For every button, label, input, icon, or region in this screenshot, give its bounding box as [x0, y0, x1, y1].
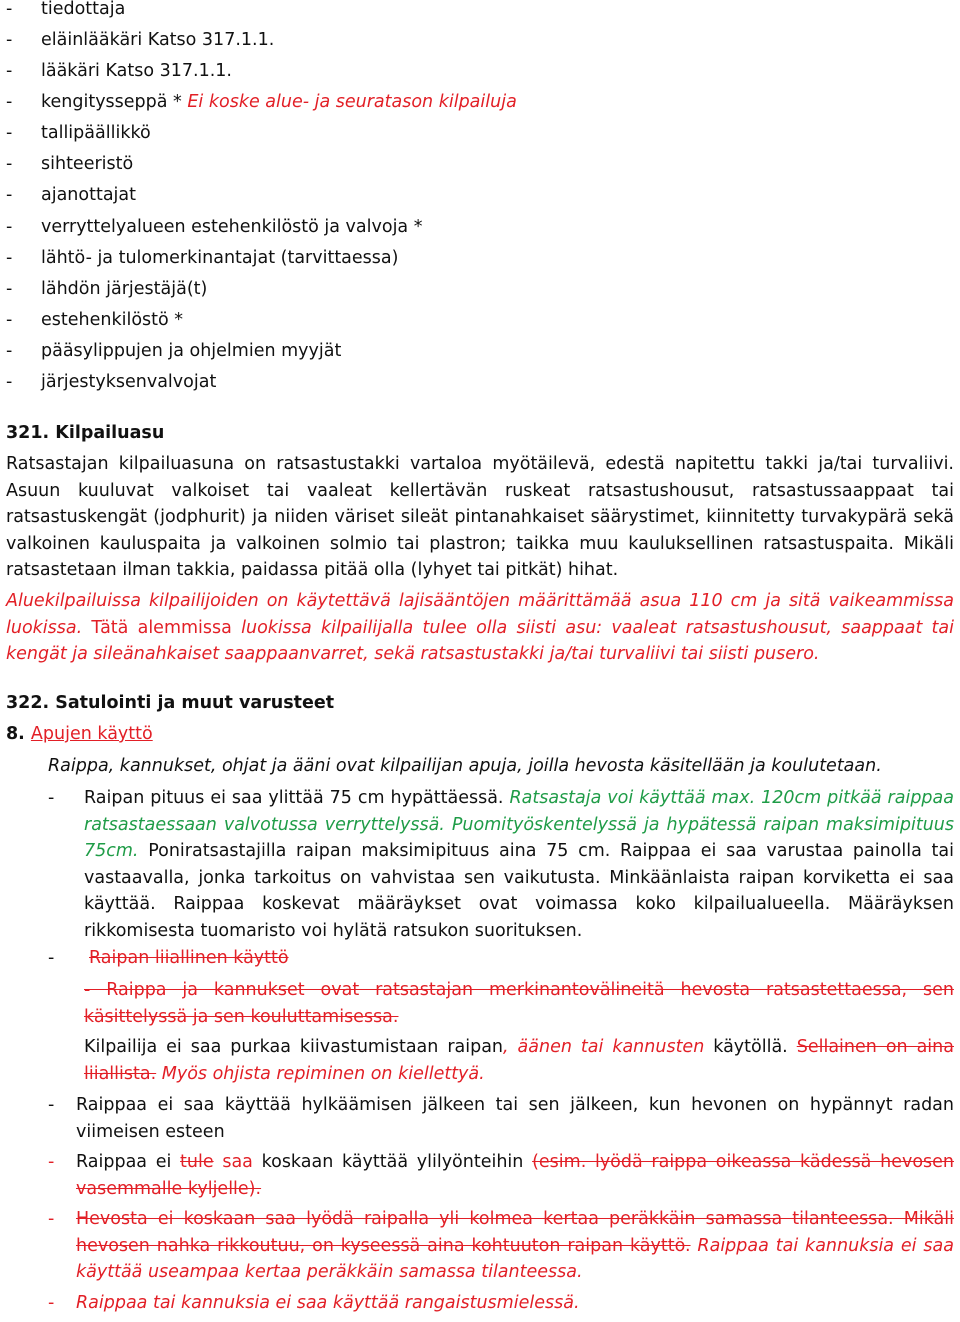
list-dash: -: [48, 1209, 55, 1229]
rule-excessive-use-note: - Raippa ja kannukset ovat ratsastajan merkinantovälineitä hevosta ratsastettaessa, sen käsittelyssä ja sen kouluttamisessa.: [84, 980, 954, 1027]
document-page: - tiedottaja - eläinlääkäri Katso 317.1.1. - lääkäri Katso 317.1.1. - kengitysseppä * Ei koske alue- ja seuratason kilpailuja - tallipäällikkö - sihteeristö - ajanottajat - verryttelyalueen estehenkilöstö ja valvoja * - lähtö- ja tulomerkinantajat (tarvittaessa) - lähdön järjestäjä(t) - estehenkilöstö * - pääsylippujen ja ohjelmien myyjät - järjestyksenvalvojat 321. Kilpailuasu Ratsastajan kilpailuasuna on ratsastustakki vartaloa myötäilevä, edestä napitettu takki ja/tai turvaliivi. Asuun kuuluvat valkoiset tai vaaleat kellertävän ruskeat ratsastushousut, ratsastussaappaat tai ratsastuskengät (jodphurit) ja niiden väriset sileät pintanahkaiset säärystimet, kiinnitetty turvakypärä sekä valkoinen kauluspaita ja valkoinen solmio tai plastron; taikka muu kauluksellinen ratsastuspaita. Mikäli ratsastetaan ilman takkia, paidassa pitää olla (lyhyet tai pitkät) hihat. Aluekilpailuissa kilpailijoiden on käytettävä lajisääntöjen määrittämää asua 110 cm ja sitä vaikeammissa luokissa. Tätä alemmissa luokissa kilpailijalla tulee olla siisti asu: vaaleat ratsastushousut, saappaat tai kengät ja sileänahkaiset saappaanvarret, sekä ratsastustakki ja/tai turvaliivi tai siisti pusero. 322. Satulointi ja muut varusteet 8. Apujen käyttö Raippa, kannukset, ohjat ja ääni ovat kilpailijan apuja, joilla hevosta käsitellään ja koulutetaan. - Raipan pituus ei saa ylittää 75 cm hypättäessä. Ratsastaja voi käyttää max. 120cm pitkää raippaa ratsastaessaan valvotussa verryttelyssä. Puomityöskentelyssä ja hypätessä raipan maksimipituus 75cm. Poniratsastajilla raipan maksimipituus aina 75 cm. Raippaa ei saa varustaa painolla tai vastaavalla, jonka tarkoitus on vahvistaa sen vaikutusta. Minkäänlaista raipan korviketta ei saa käyttää. Raippaa koskevat määräykset ovat voimassa koko kilpailualueella. Määräyksen rikkomisesta tuomaristo voi hylätä ratsukon suorituksen. - Raipan liiallinen käyttö - Raippa ja kannukset ovat ratsastajan merkinantovälineitä hevosta ratsastettaessa, sen käsittelyssä ja sen kouluttamisessa. Kilpailija ei saa purkaa kiivastumistaan raipan, äänen tai kannusten käytöllä. Sellainen on aina liiallista. Myös ohjista repiminen on kiellettyä. - Raippaa ei saa käyttää hylkäämisen jälkeen tai sen jälkeen, kun hevonen on hypännyt radan viimeisen esteen - Raippaa ei tule saa koskaan käyttää ylilyönteihin (esim. lyödä raippa oikeassa kädessä hevosen vasemmalle kyljelle). - Hevosta ei koskaan saa lyödä raipalla yli kolmea kertaa peräkkäin samassa tilanteessa. Mikäli hevosen nahka rikkoutuu, on kyseessä aina kohtuuton raipan käyttö. Raippaa tai kannuksia ei saa käyttää useampaa kertaa peräkkäin samassa tilanteessa. - Raippaa tai kannuksia ei saa käyttää rangaistusmielessä.: [0, 0, 960, 1322]
section-321-regional-note: Aluekilpailuissa kilpailijoiden on käytettävä lajisääntöjen määrittämää asua 110 cm ja sitä vaikeammissa luokissa. Tätä alemmissa luokissa kilpailijalla tulee olla siisti asu: vaaleat ratsastushousut, saappaat tai kengät ja sileänahkaiset saappaanvarret, sekä ratsastustakki ja/tai turvaliivi tai siisti pusero.: [6, 591, 954, 664]
subsection-heading: 8. Apujen käyttö: [6, 724, 153, 744]
section-heading-321: 321. Kilpailuasu: [6, 423, 165, 443]
list-dash: -: [48, 948, 55, 968]
list-dash: -: [48, 1152, 55, 1172]
list-item-label: kengitysseppä *: [41, 92, 188, 112]
aids-intro: Raippa, kannukset, ohjat ja ääni ovat kilpailijan apuja, joilla hevosta käsitellään ja koulutetaan.: [48, 756, 882, 776]
list-dash: -: [48, 1095, 55, 1115]
rule-excessive-use-title: Raipan liiallinen käyttö: [89, 948, 289, 968]
subsection-title: Apujen käyttö: [30, 724, 153, 744]
section-321-body: Ratsastajan kilpailuasuna on ratsastustakki vartaloa myötäilevä, edestä napitettu takki ja/tai turvaliivi. Asuun kuuluvat valkoiset tai vaaleat kellertävän ruskeat ratsastushousut, ratsastussaappaat tai ratsastuskengät (jodphurit) ja niiden väriset sileät pintanahkaiset säärystimet, kiinnitetty turvakypärä sekä valkoinen kauluspaita ja valkoinen solmio tai plastron; taikka muu kauluksellinen ratsastuspaita. Mikäli ratsastetaan ilman takkia, paidassa pitää olla (lyhyet tai pitkät) hihat.: [6, 454, 954, 580]
list-dash: -: [48, 788, 55, 808]
rule-repeated-hitting: Hevosta ei koskaan saa lyödä raipalla yli kolmea kertaa peräkkäin samassa tilanteessa. Mikäli hevosen nahka rikkoutuu, on kyseessä aina kohtuuton raipan käyttö. Raippaa tai kannuksia ei saa käyttää useampaa kertaa peräkkäin samassa tilanteessa.: [76, 1209, 954, 1282]
rule-whip-length: Raipan pituus ei saa ylittää 75 cm hypättäessä. Ratsastaja voi käyttää max. 120cm pitkää raippaa ratsastaessaan valvotussa verryttelyssä. Puomityöskentelyssä ja hypätessä raipan maksimipituus 75cm. Poniratsastajilla raipan maksimipituus aina 75 cm. Raippaa ei saa varustaa painolla tai vastaavalla, jonka tarkoitus on vahvistaa sen vaikutusta. Minkäänlaista raipan korviketta ei saa käyttää. Raippaa koskevat määräykset ovat voimassa koko kilpailualueella. Määräyksen rikkomisesta tuomaristo voi hylätä ratsukon suorituksen.: [84, 788, 954, 941]
rule-after-elimination: Raippaa ei saa käyttää hylkäämisen jälkeen tai sen jälkeen, kun hevonen on hypännyt radan viimeisen esteen: [76, 1095, 954, 1142]
rule-temper-paragraph: Kilpailija ei saa purkaa kiivastumistaan raipan, äänen tai kannusten käytöllä. Sellainen on aina liiallista. Myös ohjista repiminen on kiellettyä.: [84, 1037, 954, 1084]
section-heading-322: 322. Satulointi ja muut varusteet: [6, 693, 335, 713]
rule-overhitting: Raippaa ei tule saa koskaan käyttää ylilyönteihin (esim. lyödä raippa oikeassa kädessä hevosen vasemmalle kyljelle).: [76, 1152, 954, 1199]
list-dash: -: [48, 1293, 55, 1313]
rule-punishment: Raippaa tai kannuksia ei saa käyttää rangaistusmielessä.: [76, 1293, 580, 1313]
list-item-note: Ei koske alue- ja seuratason kilpailuja: [187, 92, 517, 112]
